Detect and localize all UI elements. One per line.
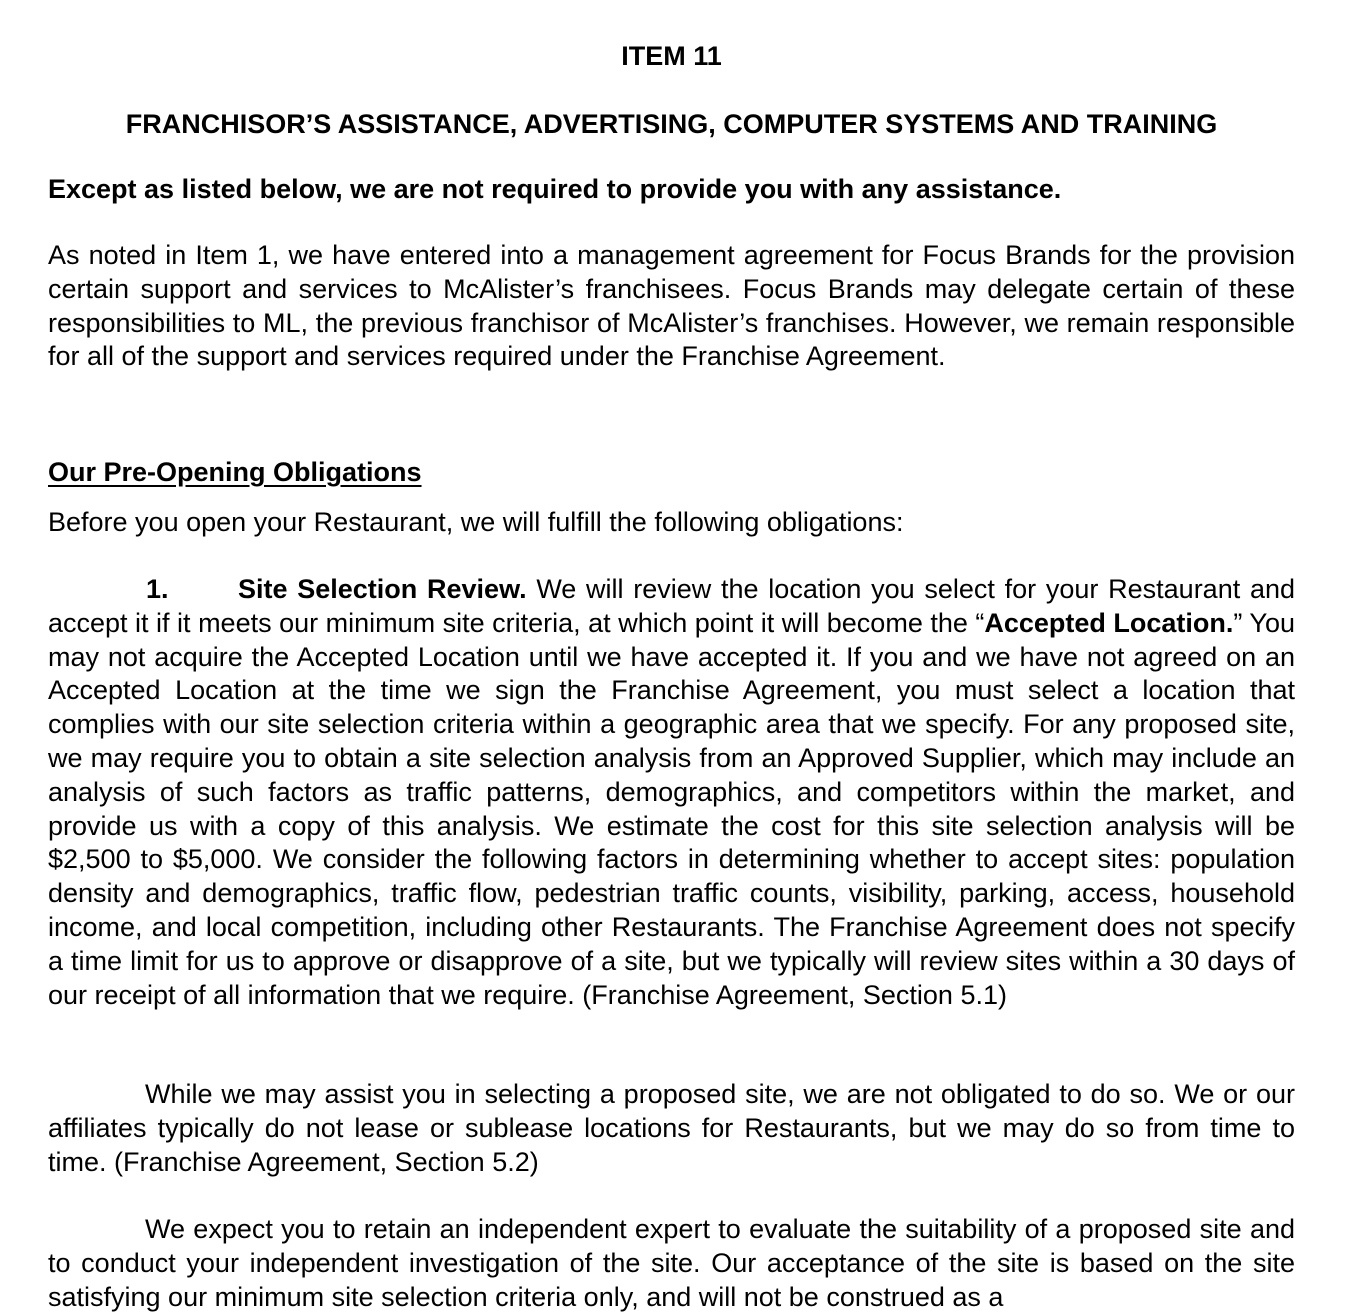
- item-number-heading: ITEM 11: [621, 41, 722, 71]
- independent-expert-paragraph: We expect you to retain an independent expert to evaluate the suitability of a proposed site and to conduct your independent investigation of the site. Our acceptance of the site is based on the site satisfying our minimum site selection criteria only, and will not be construed as a: [48, 1214, 1295, 1312]
- lead-statement: Except as listed below, we are not required to provide you with any assistance.: [48, 174, 1062, 204]
- management-agreement-paragraph: As noted in Item 1, we have entered into a management agreement for Focus Brands for the provision certain support and services to McAlister’s franchisees. Focus Brands may delegate certain of these responsibilities to ML, the previous franchisor of McAlister’s franchises. However, we remain responsible for all of the support and services required under the Franchise Agreement.: [48, 240, 1295, 372]
- section-heading-pre-opening: Our Pre-Opening Obligations: [48, 457, 422, 487]
- obligation-text-part-a: We will review the location you select for your Restaurant and accept it if it meets our minimum site criteria, at which point it will become the “: [48, 574, 1296, 638]
- obligation-text-part-b: ” You may not acquire the Accepted Location until we have accepted it. If you and we have not agreed on an Accepted Location at the time we sign the Franchise Agreement, you must select a location that complies with our site selection criteria within a geographic area that we specify. For any proposed site, we may require you to obtain a site selection analysis from an Approved Supplier, which may include an analysis of such factors as traffic patterns, demographics, and competitors within the market, and provide us with a copy of this analysis. We estimate the cost for this site selection analysis will be $2,500 to $5,000. We consider the following factors in determining whether to accept sites: population density and demographics, traffic flow, pedestrian traffic counts, visibility, parking, access, household income, and local competition, including other Restaurants. The Franchise Agreement does not specify a time limit for us to approve or disapprove of a site, but we typically will review sites within a 30 days of our receipt of all information that we require. (Franchise Agreement, Section 5.1): [48, 607, 1295, 1010]
- obligation-number: 1.: [146, 574, 169, 604]
- section-intro-text: Before you open your Restaurant, we will fulfill the following obligations:: [48, 507, 904, 537]
- obligation-site-selection-paragraph: [48, 573, 1295, 1012]
- site-assistance-paragraph: While we may assist you in selecting a proposed site, we are not obligated to do so. We or our affiliates typically do not lease or sublease locations for Restaurants, but we may do so from time to time. (Franchise Agreement, Section 5.2): [48, 1079, 1295, 1177]
- obligation-title: Site Selection Review.: [238, 574, 527, 604]
- item-title-heading: FRANCHISOR’S ASSISTANCE, ADVERTISING, COMPUTER SYSTEMS AND TRAINING: [125, 109, 1218, 139]
- defined-term-accepted-location: Accepted Location.: [984, 607, 1234, 638]
